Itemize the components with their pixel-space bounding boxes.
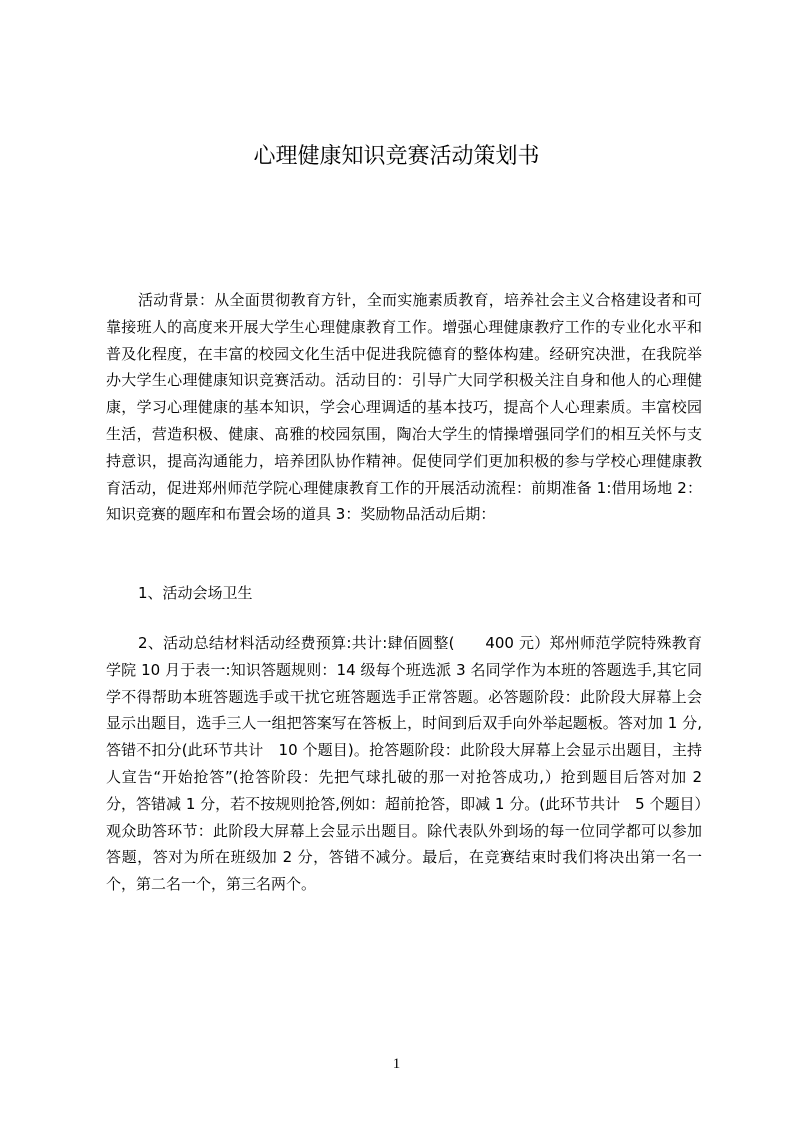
- paragraph-venue-hygiene: 1、活动会场卫生: [138, 584, 253, 602]
- paragraph-rules: 2、活动总结材料活动经费预算:共计:肆佰圆整( 400 元）郑州师范学院特殊教育学院 10 月于表一:知识答题规则：14 级每个班选派 3 名同学作为本班的答题选手,其它同学不得帮助本班答题选手或干扰它班答题选手正常答题。必答题阶段：此阶段大屏幕上会显示出题目，选手三人一组把答案写在答板上，时间到后双手向外举起题板。答对加 1 分,答错不扣分(此环节共计 10 个题目)。抢答题阶段：此阶段大屏幕上会显示出题目，主持人宣告“开始抢答”(抢答阶段：先把气球扎破的那一对抢答成功,）抢到题目后答对加 2 分，答错减 1 分，若不按规则抢答,例如：超前抢答，即减 1 分。(此环节共计 5 个题目）观众助答环节：此阶段大屏幕上会显示出题目。除代表队外到场的每一位同学都可以参加答题，答对为所在班级加 2 分，答错不减分。最后，在竞赛结束时我们将决出第一名一个，第二名一个，第三名两个。: [106, 634, 702, 894]
- page-number: 1: [392, 1056, 401, 1072]
- document-title: 心理健康知识竞赛活动策划书: [253, 144, 540, 169]
- paragraph-background: 活动背景：从全面贯彻教育方针，全而实施素质教育，培养社会主义合格建设者和可靠接班人的高度来开展大学生心理健康教育工作。增强心理健康教疗工作的专业化水平和普及化程度，在丰富的校园文化生活中促进我院德育的整体构建。经研究决泄，在我院举办大学生心理健康知识竞赛活动。活动目的：引导广大同学积极关注自身和他人的心理健康，学习心理健康的基本知识，学会心理调适的基本技巧，提高个人心理素质。丰富校园生活，营造积极、健康、髙雅的校园氛围，陶冶大学生的情操增强同学们的相互关怀与支持意识，提高沟通能力，培养团队协作精神。促使同学们更加积极的参与学校心理健康教育活动，促进郑州师范学院心理健康教育工作的开展活动流程：前期准备 1:借用场地 2：知识竞赛的题库和布置会场的道具 3：奖励物品活动后期：: [106, 291, 702, 524]
